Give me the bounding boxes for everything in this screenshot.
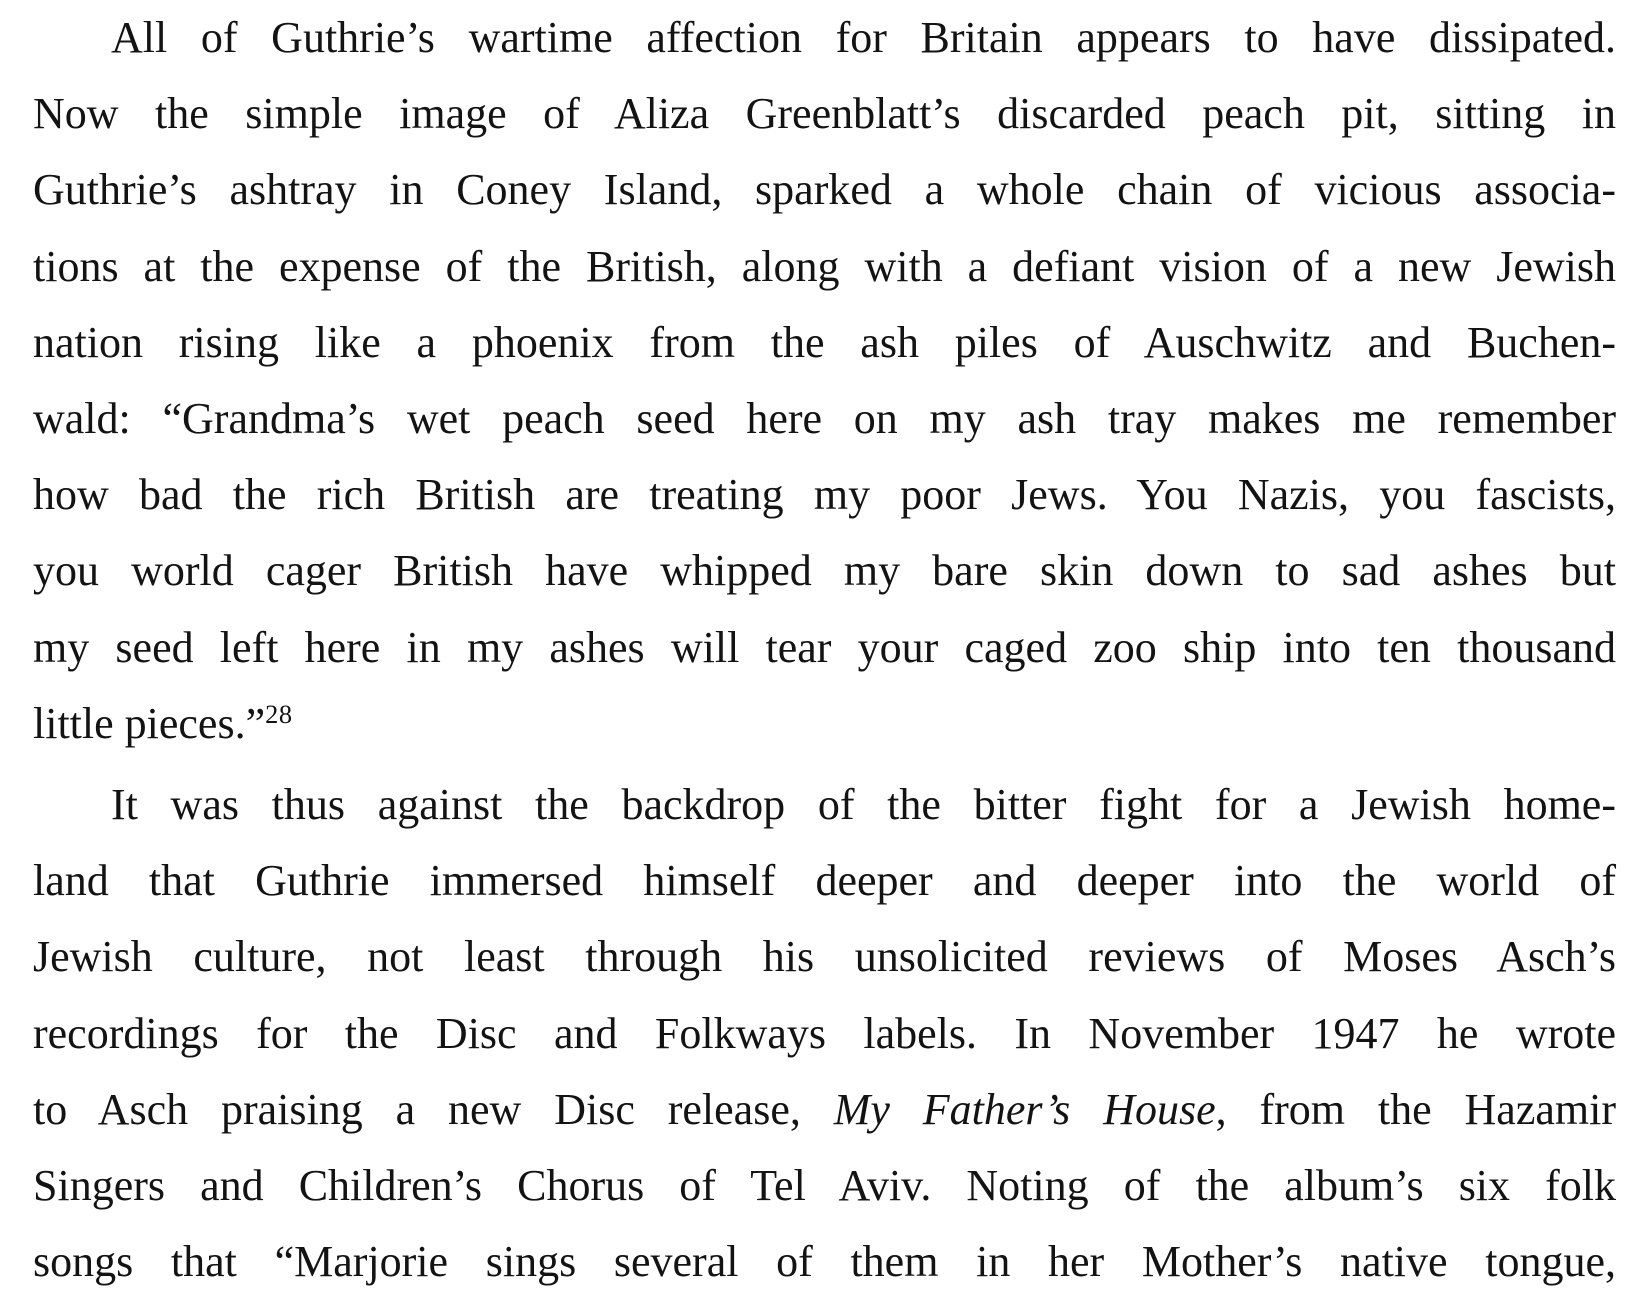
- quote-closing-text: little pieces.”: [33, 698, 266, 748]
- text-line: Now the simple image of Aliza Greenblatt’s discarded peach pit, sitting in: [33, 89, 1616, 139]
- paragraph: [33, 767, 1616, 1300]
- paragraph: [33, 0, 1616, 767]
- text-line: land that Guthrie immersed himself deeper and deeper into the world of: [33, 856, 1616, 906]
- text-line: Jewish culture, not least through his unsolicited reviews of Moses Asch’s: [33, 932, 1616, 982]
- text-after-album-title: , from the Hazamir: [1215, 1084, 1616, 1134]
- text-line: Guthrie’s ashtray in Coney Island, sparked a whole chain of vicious associa-: [33, 165, 1616, 215]
- album-title-italic: My Father’s House: [833, 1084, 1216, 1134]
- text-line: wald: “Grandma’s wet peach seed here on my ash tray makes me remember: [33, 394, 1616, 444]
- text-line: [33, 1072, 1616, 1148]
- body-text-block: [33, 0, 1616, 1300]
- text-before-album-title: to Asch praising a new Disc release,: [33, 1084, 834, 1134]
- text-line: how bad the rich British are treating my poor Jews. You Nazis, you fascists,: [33, 470, 1616, 520]
- text-line: recordings for the Disc and Folkways labels. In November 1947 he wrote: [33, 1008, 1616, 1058]
- text-line: songs that “Marjorie sings several of them in her Mother’s native tongue,: [33, 1237, 1616, 1287]
- text-line: [33, 686, 1616, 767]
- text-line: tions at the expense of the British, along with a defiant vision of a new Jewish: [33, 241, 1616, 291]
- text-line: All of Guthrie’s wartime affection for Britain appears to have dissipated.: [111, 13, 1616, 62]
- text-line: you world cager British have whipped my bare skin down to sad ashes but: [33, 546, 1616, 596]
- text-line: Singers and Children’s Chorus of Tel Aviv. Noting of the album’s six folk: [33, 1161, 1616, 1211]
- text-line: It was thus against the backdrop of the bitter fight for a Jewish home-: [111, 780, 1616, 830]
- footnote-marker: 28: [265, 699, 293, 730]
- text-line: my seed left here in my ashes will tear your caged zoo ship into ten thousand: [33, 622, 1616, 672]
- text-line: nation rising like a phoenix from the ash piles of Auschwitz and Buchen-: [33, 317, 1616, 367]
